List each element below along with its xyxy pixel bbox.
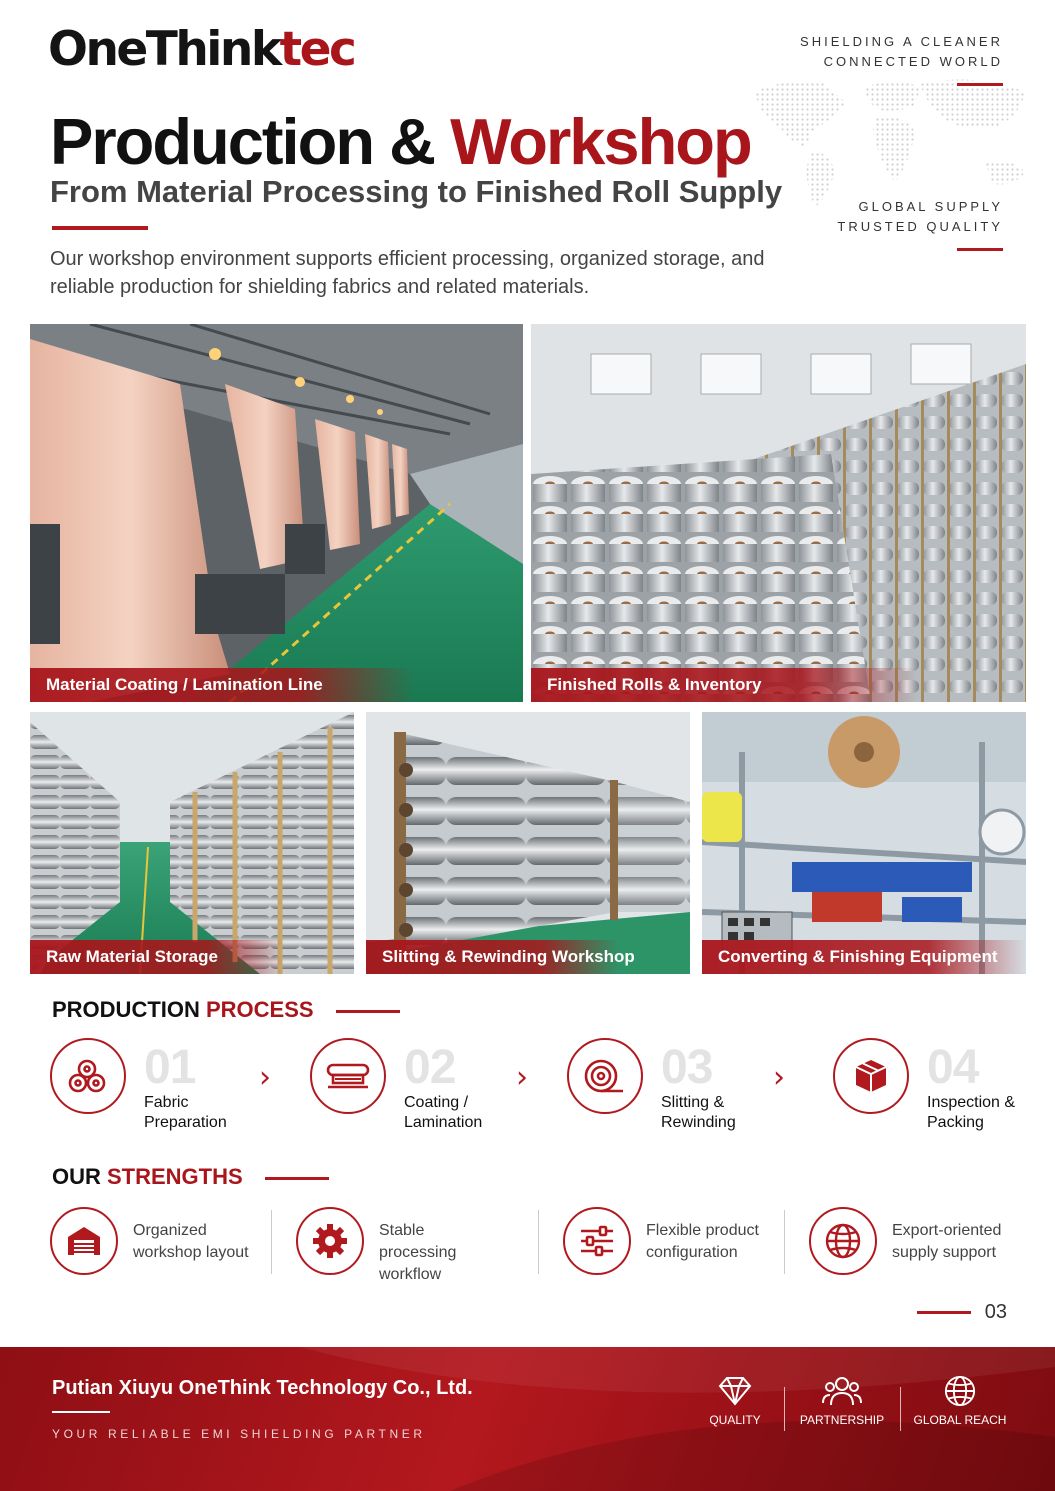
photo-raw-material-storage: [30, 712, 354, 974]
page-title: [50, 104, 751, 179]
footer-item-partnership: [787, 1375, 897, 1427]
footer-item-label: GLOBAL REACH: [913, 1413, 1007, 1427]
title-part1: Production &: [50, 105, 451, 178]
step-label: Coating / Lamination: [404, 1094, 483, 1131]
gear-icon: [296, 1207, 364, 1275]
strength-divider: [784, 1210, 785, 1274]
people-icon: [822, 1375, 862, 1407]
photo-caption: Slitting & Rewinding Workshop: [366, 940, 619, 974]
step-number: 03: [661, 1041, 713, 1094]
heading-part1: PRODUCTION: [52, 997, 206, 1022]
coating-machine-icon: [310, 1038, 386, 1114]
title-part2: Workshop: [450, 105, 751, 178]
heading-part2: STRENGTHS: [107, 1164, 243, 1189]
process-step-slitting-rewinding: [567, 1038, 797, 1138]
production-process-heading: [52, 997, 400, 1023]
page-number: [917, 1301, 1007, 1324]
footer-tagline: YOUR RELIABLE EMI SHIELDING PARTNER: [52, 1427, 426, 1441]
photo-caption: Finished Rolls & Inventory: [531, 668, 917, 702]
step-number: 04: [927, 1041, 979, 1094]
photo-caption: Material Coating / Lamination Line: [30, 668, 415, 702]
tagline-bottom-line1: GLOBAL SUPPLY: [858, 199, 1003, 214]
step-label: Inspection & Packing: [927, 1094, 1016, 1131]
footer-item-divider: [784, 1387, 785, 1431]
step-number: 01: [144, 1041, 196, 1094]
step-label: Slitting & Rewinding: [661, 1094, 736, 1131]
page-number-accent: [917, 1311, 971, 1314]
footer-item-label: QUALITY: [709, 1413, 761, 1427]
footer-divider: [52, 1411, 110, 1413]
photo-caption: Raw Material Storage: [30, 940, 283, 974]
intro-text: Our workshop environment supports efficient processing, organized storage, and reliable production for shielding fabrics and related materials.: [50, 248, 765, 298]
globe-icon: [809, 1207, 877, 1275]
process-step-fabric-preparation: [50, 1038, 280, 1138]
tagline-top-line2: CONNECTED WORLD: [823, 54, 1003, 69]
tagline-bottom-line2: TRUSTED QUALITY: [837, 219, 1003, 234]
tagline-top-accent-bar: [957, 83, 1003, 86]
photo-caption: Converting & Finishing Equipment: [702, 940, 1026, 974]
step-number: 02: [404, 1041, 456, 1094]
strength-label: Flexible product configuration: [646, 1222, 759, 1261]
photo-slitting-rewinding: [366, 712, 690, 974]
globe-icon: [943, 1375, 977, 1407]
brand-logo: [48, 22, 354, 77]
heading-accent-line: [265, 1177, 329, 1180]
tagline-bottom: [837, 197, 1003, 257]
heading-part2: PROCESS: [206, 997, 314, 1022]
footer-item-label: PARTNERSHIP: [799, 1413, 885, 1427]
process-step-inspection-packing: [833, 1038, 1055, 1138]
chevron-right-icon: ›: [773, 1060, 785, 1095]
chevron-right-icon: ›: [259, 1060, 271, 1095]
photo-coating-line: [30, 324, 523, 702]
footer-item-quality: [680, 1375, 790, 1427]
package-icon: [833, 1038, 909, 1114]
rolls-icon: [50, 1038, 126, 1114]
warehouse-icon: [50, 1207, 118, 1275]
sliders-icon: [563, 1207, 631, 1275]
strength-divider: [271, 1210, 272, 1274]
tagline-top: [800, 32, 1003, 92]
diamond-icon: [717, 1375, 753, 1407]
photo-converting-equipment: [702, 712, 1026, 974]
tagline-top-line1: SHIELDING A CLEANER: [800, 34, 1003, 49]
page-subtitle: From Material Processing to Finished Roll Supply: [50, 174, 783, 209]
strength-label: Stable processing workflow: [379, 1222, 457, 1283]
step-label: Fabric Preparation: [144, 1094, 227, 1131]
process-step-coating-lamination: [310, 1038, 540, 1138]
footer-company-name: Putian Xiuyu OneThink Technology Co., Ltd.: [52, 1377, 473, 1399]
logo-main-text: OneThink: [48, 22, 280, 77]
tagline-bottom-accent-bar: [957, 248, 1003, 251]
strength-label: Organized workshop layout: [133, 1222, 249, 1261]
strength-label: Export-oriented supply support: [892, 1222, 1002, 1261]
heading-accent-line: [336, 1010, 400, 1013]
title-divider: [52, 226, 148, 230]
footer-item-global-reach: [905, 1375, 1015, 1427]
footer-band: [0, 1347, 1055, 1491]
page-number-text: 03: [984, 1301, 1007, 1323]
our-strengths-heading: [52, 1164, 329, 1190]
strength-divider: [538, 1210, 539, 1274]
roll-icon: [567, 1038, 643, 1114]
photo-finished-rolls: [531, 324, 1026, 702]
footer-item-divider: [900, 1387, 901, 1431]
chevron-right-icon: ›: [516, 1060, 528, 1095]
logo-accent-text: tec: [279, 22, 355, 77]
heading-part1: OUR: [52, 1164, 107, 1189]
